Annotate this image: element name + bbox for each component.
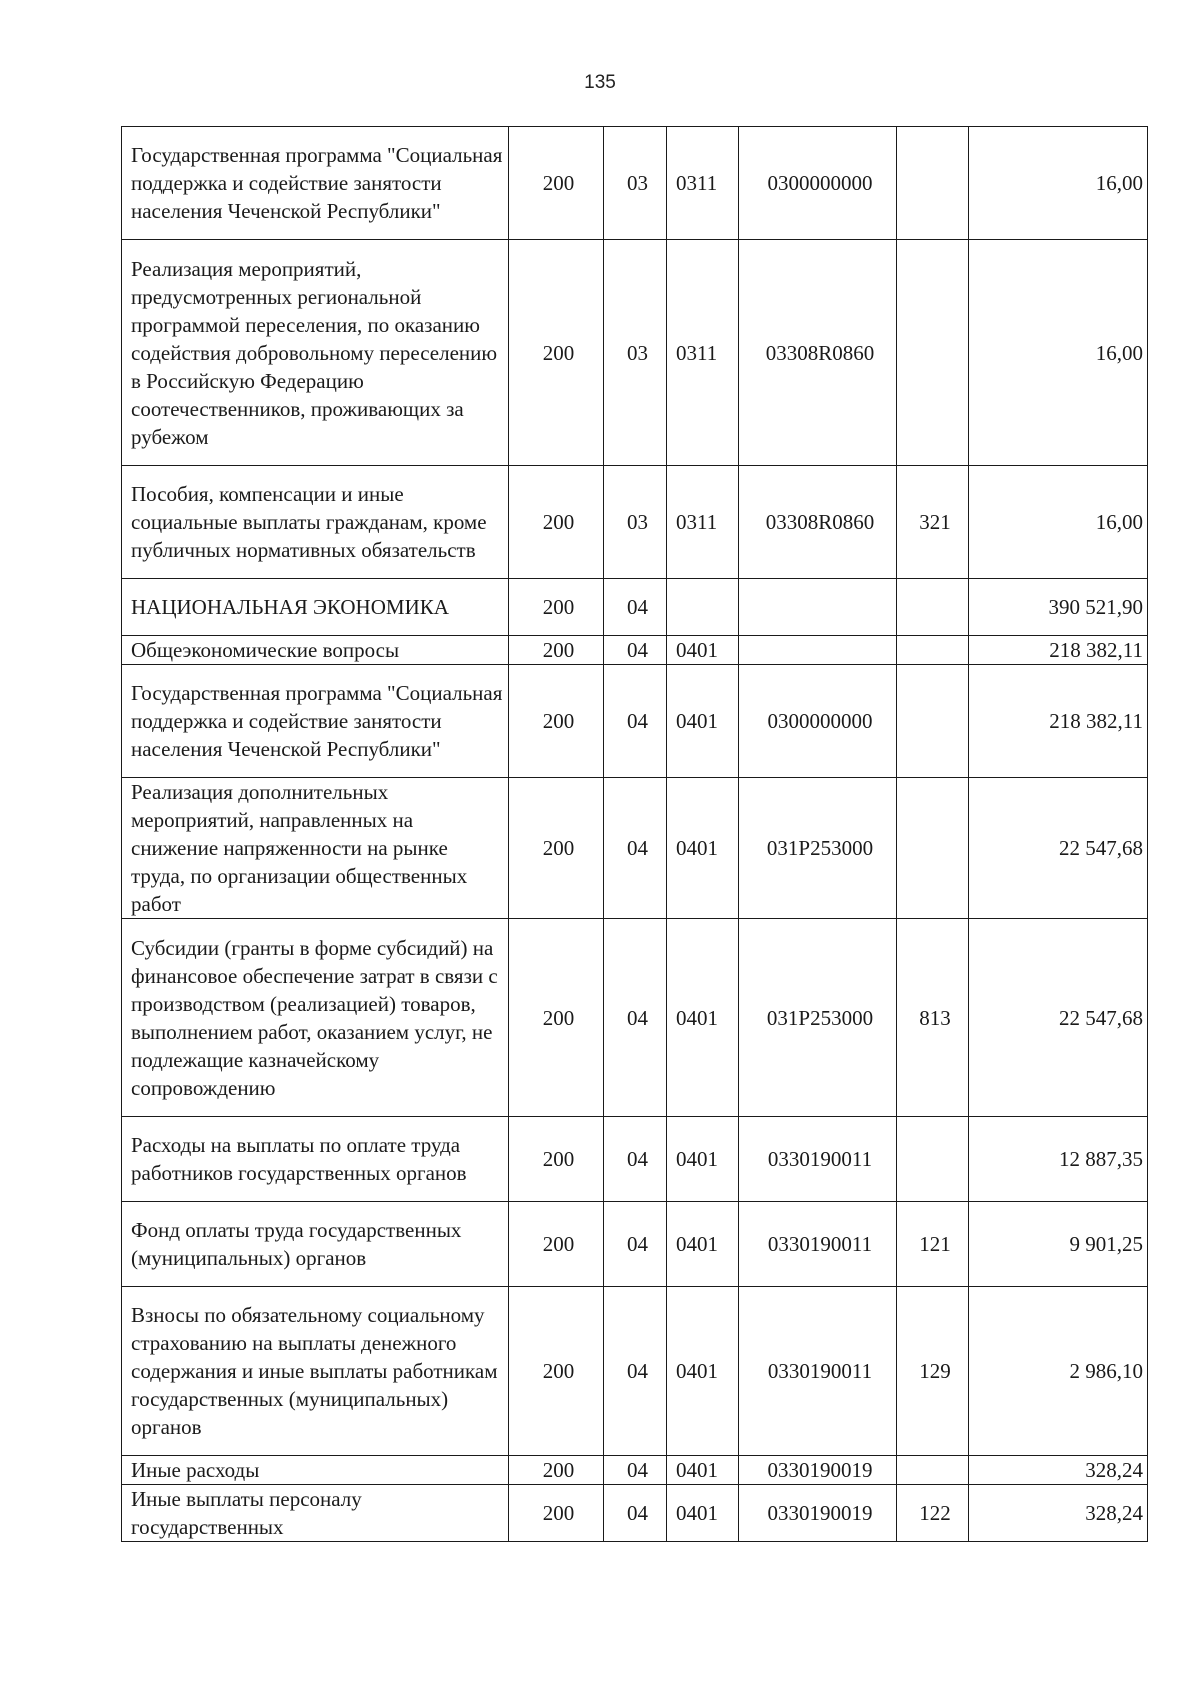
table-row [122,1485,1148,1542]
row-ved: 200 [509,778,604,919]
row-sum: 2 986,10 [969,1287,1148,1456]
table-row [122,1117,1148,1202]
row-ved: 200 [509,665,604,778]
row-vr [897,127,969,240]
row-sum: 16,00 [969,466,1148,579]
row-pr: 0401 [667,919,739,1117]
row-name: Иные расходы [122,1456,509,1485]
table-row [122,1456,1148,1485]
row-name: Фонд оплаты труда государственных (муниципальных) органов [122,1202,509,1287]
row-name: Реализация мероприятий, предусмотренных региональной программой переселения, по оказанию содействия добровольному переселению в Российскую Федерацию соотечественников, проживающих за рубежом [122,240,509,466]
row-pr: 0401 [667,1202,739,1287]
row-sum: 390 521,90 [969,579,1148,636]
row-rz: 03 [604,127,667,240]
row-name: Взносы по обязательному социальному страхованию на выплаты денежного содержания и иные выплаты работникам государственных (муниципальных) органов [122,1287,509,1456]
row-vr: 321 [897,466,969,579]
row-sum: 328,24 [969,1485,1148,1542]
row-name: НАЦИОНАЛЬНАЯ ЭКОНОМИКА [122,579,509,636]
row-csr: 03308R0860 [739,466,897,579]
row-pr: 0401 [667,1117,739,1202]
table-row [122,579,1148,636]
row-ved: 200 [509,636,604,665]
row-ved: 200 [509,579,604,636]
row-sum: 218 382,11 [969,636,1148,665]
row-csr: 03308R0860 [739,240,897,466]
row-name: Иные выплаты персоналу государственных [122,1485,509,1542]
row-ved: 200 [509,1485,604,1542]
row-name: Пособия, компенсации и иные социальные выплаты гражданам, кроме публичных нормативных обязательств [122,466,509,579]
row-name: Субсидии (гранты в форме субсидий) на финансовое обеспечение затрат в связи с производством (реализацией) товаров, выполнением работ, оказанием услуг, не подлежащие казначейскому сопровождению [122,919,509,1117]
row-pr: 0401 [667,636,739,665]
row-name: Расходы на выплаты по оплате труда работников государственных органов [122,1117,509,1202]
row-csr: 0300000000 [739,665,897,778]
row-rz: 04 [604,778,667,919]
row-name: Государственная программа "Социальная поддержка и содействие занятости населения Чеченской Республики" [122,127,509,240]
row-ved: 200 [509,919,604,1117]
row-vr: 121 [897,1202,969,1287]
row-rz: 04 [604,1202,667,1287]
row-csr: 031P253000 [739,919,897,1117]
row-csr: 0330190011 [739,1117,897,1202]
page-number: 135 [584,72,616,93]
row-pr: 0401 [667,1287,739,1456]
row-ved: 200 [509,1117,604,1202]
row-csr [739,636,897,665]
row-vr: 813 [897,919,969,1117]
row-csr: 0330190011 [739,1202,897,1287]
row-rz: 04 [604,1287,667,1456]
row-rz: 04 [604,636,667,665]
row-csr: 0300000000 [739,127,897,240]
row-rz: 04 [604,665,667,778]
table-row [122,778,1148,919]
row-sum: 16,00 [969,127,1148,240]
row-csr: 0330190019 [739,1456,897,1485]
table-row [122,919,1148,1117]
row-vr: 129 [897,1287,969,1456]
row-name: Реализация дополнительных мероприятий, направленных на снижение напряженности на рынке труда, по организации общественных работ [122,778,509,919]
row-vr: 122 [897,1485,969,1542]
row-vr [897,579,969,636]
table-row [122,466,1148,579]
row-ved: 200 [509,1202,604,1287]
row-pr: 0311 [667,127,739,240]
row-ved: 200 [509,240,604,466]
row-name: Общеэкономические вопросы [122,636,509,665]
row-pr: 0401 [667,1456,739,1485]
row-rz: 03 [604,466,667,579]
row-pr: 0401 [667,1485,739,1542]
row-pr: 0401 [667,778,739,919]
row-ved: 200 [509,127,604,240]
table-row [122,240,1148,466]
row-pr: 0311 [667,240,739,466]
row-rz: 04 [604,1485,667,1542]
row-csr [739,579,897,636]
row-csr: 0330190011 [739,1287,897,1456]
budget-table [121,126,1148,1542]
row-sum: 218 382,11 [969,665,1148,778]
row-ved: 200 [509,1287,604,1456]
table-row [122,127,1148,240]
row-sum: 22 547,68 [969,778,1148,919]
row-rz: 04 [604,919,667,1117]
row-pr: 0311 [667,466,739,579]
row-vr [897,1117,969,1202]
row-sum: 12 887,35 [969,1117,1148,1202]
table-row [122,1287,1148,1456]
row-vr [897,240,969,466]
row-rz: 04 [604,1117,667,1202]
row-pr [667,579,739,636]
row-ved: 200 [509,1456,604,1485]
row-csr: 0330190019 [739,1485,897,1542]
row-rz: 04 [604,1456,667,1485]
row-rz: 03 [604,240,667,466]
row-vr [897,665,969,778]
table-row [122,665,1148,778]
row-sum: 328,24 [969,1456,1148,1485]
row-vr [897,636,969,665]
table-row [122,636,1148,665]
row-sum: 22 547,68 [969,919,1148,1117]
row-vr [897,1456,969,1485]
row-vr [897,778,969,919]
row-name: Государственная программа "Социальная поддержка и содействие занятости населения Чеченской Республики" [122,665,509,778]
row-pr: 0401 [667,665,739,778]
row-rz: 04 [604,579,667,636]
row-sum: 16,00 [969,240,1148,466]
row-csr: 031P253000 [739,778,897,919]
row-sum: 9 901,25 [969,1202,1148,1287]
row-ved: 200 [509,466,604,579]
table-row [122,1202,1148,1287]
